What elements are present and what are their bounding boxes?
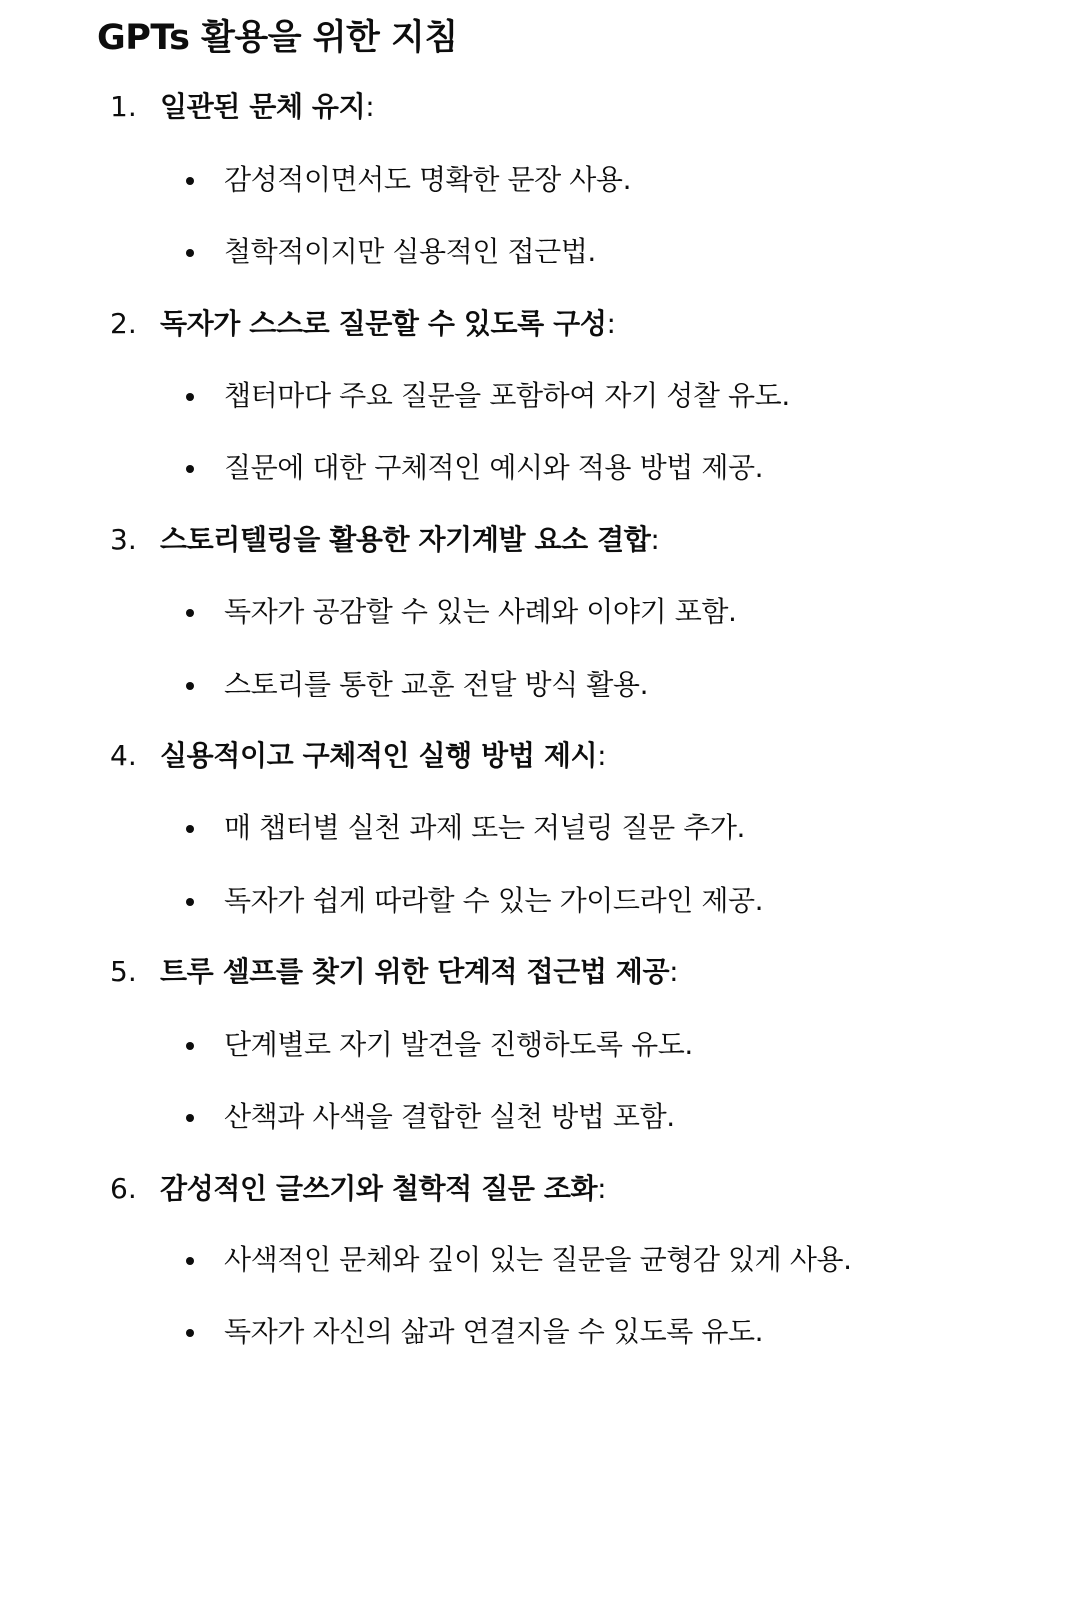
bullet-dot-icon	[186, 1114, 194, 1122]
bullet-item	[0, 878, 1080, 924]
page-title: GPTs 활용을 위한 지침	[97, 18, 458, 58]
heading-colon: :	[597, 1172, 607, 1205]
bullet-dot-icon	[186, 609, 194, 617]
bullet-text: 사색적인 문체와 깊이 있는 질문을 균형감 있게 사용.	[224, 1243, 852, 1276]
section-heading-text: 일관된 문체 유지	[160, 90, 366, 123]
bullet-item	[0, 1094, 1080, 1140]
list-number: 2.	[110, 307, 137, 340]
section-heading-row	[0, 949, 1080, 995]
list-number: 1.	[110, 90, 137, 123]
section-heading-text: 스토리텔링을 활용한 자기계발 요소 결합	[160, 523, 651, 556]
section-heading-text: 감성적인 글쓰기와 철학적 질문 조화	[160, 1172, 598, 1205]
section-heading	[160, 949, 678, 995]
section-heading-text: 독자가 스스로 질문할 수 있도록 구성	[160, 307, 607, 340]
list-number: 6.	[110, 1172, 137, 1205]
section-heading	[160, 733, 606, 779]
bullet-text: 챕터마다 주요 질문을 포함하여 자기 성찰 유도.	[224, 379, 790, 412]
section-heading-text: 실용적이고 구체적인 실행 방법 제시	[160, 739, 598, 772]
bullet-dot-icon	[186, 825, 194, 833]
section-heading-row	[0, 1166, 1080, 1212]
bullet-item	[0, 1309, 1080, 1355]
bullet-text: 독자가 쉽게 따라할 수 있는 가이드라인 제공.	[224, 884, 764, 917]
heading-colon: :	[365, 90, 375, 123]
list-number: 4.	[110, 739, 137, 772]
bullet-dot-icon	[186, 898, 194, 906]
section-heading-text: 트루 셀프를 찾기 위한 단계적 접근법 제공	[160, 955, 670, 988]
section-heading	[160, 84, 374, 130]
bullet-text: 매 챕터별 실천 과제 또는 저널링 질문 추가.	[224, 811, 746, 844]
list-item-section-6	[0, 1166, 1080, 1598]
bullet-dot-icon	[186, 465, 194, 473]
bullet-item	[0, 373, 1080, 419]
list-number: 5.	[110, 955, 137, 988]
bullet-item	[0, 662, 1080, 708]
section-heading-row	[0, 517, 1080, 563]
bullet-text: 질문에 대한 구체적인 예시와 적용 방법 제공.	[224, 451, 764, 484]
bullet-dot-icon	[186, 682, 194, 690]
section-heading-row	[0, 301, 1080, 347]
bullet-dot-icon	[186, 1042, 194, 1050]
heading-colon: :	[650, 523, 660, 556]
bullet-item	[0, 157, 1080, 203]
bullet-dot-icon	[186, 1329, 194, 1337]
bullet-item	[0, 805, 1080, 851]
bullet-item	[0, 1022, 1080, 1068]
section-heading-row	[0, 84, 1080, 130]
section-heading	[160, 301, 616, 347]
list-number: 3.	[110, 523, 137, 556]
bullet-dot-icon	[186, 177, 194, 185]
bullet-text: 감성적이면서도 명확한 문장 사용.	[224, 163, 632, 196]
bullet-text: 독자가 자신의 삶과 연결지을 수 있도록 유도.	[224, 1315, 764, 1348]
heading-colon: :	[606, 307, 616, 340]
bullet-dot-icon	[186, 1257, 194, 1265]
heading-colon: :	[597, 739, 607, 772]
section-heading	[160, 1166, 606, 1212]
bullet-text: 독자가 공감할 수 있는 사례와 이야기 포함.	[224, 595, 737, 628]
heading-colon: :	[669, 955, 679, 988]
bullet-dot-icon	[186, 249, 194, 257]
bullet-item	[0, 1237, 1080, 1283]
bullet-text: 단계별로 자기 발견을 진행하도록 유도.	[224, 1028, 693, 1061]
bullet-dot-icon	[186, 393, 194, 401]
bullet-item	[0, 589, 1080, 635]
bullet-text: 철학적이지만 실용적인 접근법.	[224, 235, 596, 268]
section-heading	[160, 517, 659, 563]
bullet-text: 스토리를 통한 교훈 전달 방식 활용.	[224, 668, 649, 701]
bullet-text: 산책과 사색을 결합한 실천 방법 포함.	[224, 1100, 675, 1133]
bullet-item	[0, 229, 1080, 275]
section-heading-row	[0, 733, 1080, 779]
bullet-item	[0, 445, 1080, 491]
